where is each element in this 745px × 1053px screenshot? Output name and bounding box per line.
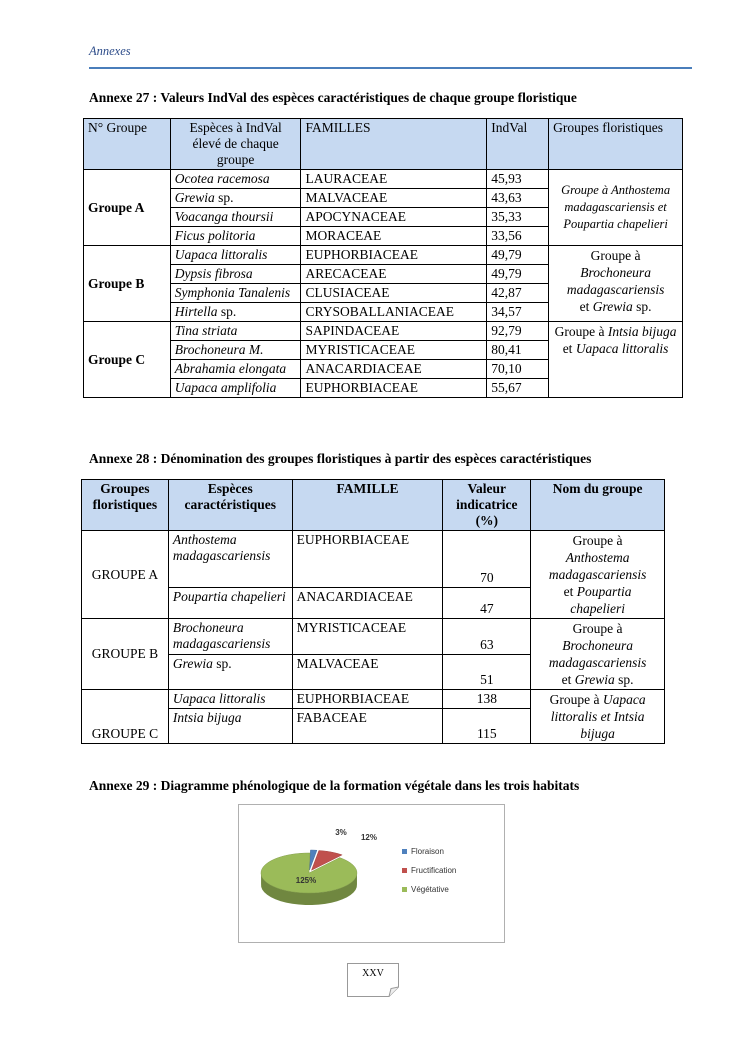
group-name-species: Uapaca littoralis et Intsia bijuga: [550, 692, 646, 741]
group-name-text: sp.: [618, 672, 634, 687]
page-number: XXV: [362, 968, 384, 979]
page-number-box: [347, 963, 399, 997]
indval-cell: 34,57: [487, 303, 549, 322]
running-head: Annexes: [89, 44, 131, 58]
family-cell: EUPHORBIACEAE: [292, 690, 443, 709]
family-cell: FABACEAE: [292, 709, 443, 744]
column-header: Espèces caractéristiques: [168, 480, 292, 531]
group-name-species: Intsia bijuga: [607, 324, 677, 339]
indval-cell: 42,87: [487, 284, 549, 303]
group-name-text: et: [561, 672, 572, 687]
annex27-caption: Annexe 27 : Valeurs IndVal des espèces caractéristiques de chaque groupe floristique: [89, 90, 577, 105]
species-cell: Poupartia chapelieri: [168, 588, 292, 619]
table-row: [84, 170, 683, 189]
indval-cell: 80,41: [487, 341, 549, 360]
table-row: [82, 690, 665, 709]
pie-data-label-1: 12%: [360, 833, 378, 842]
annex27-table: [83, 118, 683, 398]
group-name-species: Grewia: [574, 672, 615, 687]
group-name-cell: [549, 322, 683, 398]
table-row: [84, 246, 683, 265]
group-name-species: Brochoneura madagascariensis: [548, 638, 647, 670]
group-name-text: et: [562, 341, 573, 356]
species-cell: Ocotea racemosa: [170, 170, 301, 189]
group-label: Groupe A: [84, 170, 171, 246]
species-cell: Uapaca littoralis: [170, 246, 301, 265]
species-name: Grewia: [172, 656, 213, 671]
group-name-text: et: [563, 584, 574, 599]
column-header: Nom du groupe: [531, 480, 665, 531]
phenology-pie-chart: [238, 804, 505, 943]
indval-cell: 49,79: [487, 265, 549, 284]
value-cell: 63: [443, 619, 531, 655]
group-name-text: Groupe à: [572, 621, 623, 636]
species-cell: [170, 189, 301, 208]
column-header: Groupes floristiques: [82, 480, 169, 531]
group-name-text: sp.: [636, 299, 652, 314]
legend-item: [402, 880, 456, 899]
species-cell: Intsia bijuga: [168, 709, 292, 744]
value-cell: 115: [443, 709, 531, 744]
group-name-cell: [549, 246, 683, 322]
group-name-cell: [531, 619, 665, 690]
indval-cell: 92,79: [487, 322, 549, 341]
value-cell: 70: [443, 531, 531, 588]
species-name: Grewia: [174, 190, 215, 205]
group-label: Groupe B: [84, 246, 171, 322]
family-cell: SAPINDACEAE: [301, 322, 487, 341]
species-cell: Voacanga thoursii: [170, 208, 301, 227]
species-cell: Tina striata: [170, 322, 301, 341]
indval-cell: 33,56: [487, 227, 549, 246]
group-name-cell: [531, 531, 665, 619]
indval-cell: 45,93: [487, 170, 549, 189]
legend-item: [402, 861, 456, 880]
legend-swatch: [402, 868, 407, 873]
family-cell: EUPHORBIACEAE: [301, 379, 487, 398]
indval-cell: 49,79: [487, 246, 549, 265]
group-name-species: Brochoneura madagascariensis: [566, 265, 665, 297]
species-cell: Symphonia Tanalenis: [170, 284, 301, 303]
species-cell: Anthostema madagascariensis: [168, 531, 292, 588]
pie-data-label-0: 3%: [335, 828, 347, 837]
family-cell: EUPHORBIACEAE: [292, 531, 443, 588]
family-cell: LAURACEAE: [301, 170, 487, 189]
family-cell: EUPHORBIACEAE: [301, 246, 487, 265]
legend-swatch: [402, 887, 407, 892]
table-row: [84, 322, 683, 341]
legend-swatch: [402, 849, 407, 854]
value-cell: 138: [443, 690, 531, 709]
species-cell: Brochoneura M.: [170, 341, 301, 360]
group-name-species: Uapaca littoralis: [575, 341, 669, 356]
table-row: [82, 531, 665, 588]
legend-label: Floraison: [411, 847, 444, 856]
group-name-species: Grewia: [592, 299, 633, 314]
group-label: GROUPE A: [82, 531, 169, 619]
family-cell: MALVACEAE: [301, 189, 487, 208]
group-name-text: Groupe à: [572, 533, 623, 548]
species-name: Hirtella: [174, 304, 218, 319]
column-header: Groupes floristiques: [549, 119, 683, 170]
family-cell: ANACARDIACEAE: [292, 588, 443, 619]
chart-legend: [402, 842, 456, 899]
family-cell: MORACEAE: [301, 227, 487, 246]
species-suffix: sp.: [212, 656, 232, 671]
legend-label: Fructification: [411, 866, 457, 875]
species-cell: Dypsis fibrosa: [170, 265, 301, 284]
column-header: Valeur indicatrice (%): [443, 480, 531, 531]
annex29-caption: Annexe 29 : Diagramme phénologique de la formation végétale dans les trois habitats: [89, 778, 580, 793]
species-suffix: sp.: [217, 304, 237, 319]
legend-item: [402, 842, 456, 861]
indval-cell: 43,63: [487, 189, 549, 208]
group-name-species: Poupartia chapelieri: [570, 584, 632, 616]
column-header: FAMILLES: [301, 119, 487, 170]
group-label: GROUPE B: [82, 619, 169, 690]
family-cell: ARECACEAE: [301, 265, 487, 284]
annex28-caption: Annexe 28 : Dénomination des groupes floristiques à partir des espèces caractéristiques: [89, 451, 592, 466]
species-cell: Uapaca amplifolia: [170, 379, 301, 398]
family-cell: MYRISTICACEAE: [301, 341, 487, 360]
family-cell: ANACARDIACEAE: [301, 360, 487, 379]
species-cell: Ficus politoria: [170, 227, 301, 246]
pie-chart-svg: [239, 805, 504, 942]
indval-cell: 55,67: [487, 379, 549, 398]
family-cell: MYRISTICACEAE: [292, 619, 443, 655]
family-cell: APOCYNACEAE: [301, 208, 487, 227]
group-name-species: Anthostema madagascariensis: [548, 550, 647, 582]
header-rule: [89, 67, 692, 69]
group-name-cell: Groupe à Anthostema madagascariensis et Poupartia chapelieri: [549, 170, 683, 246]
species-suffix: sp.: [214, 190, 234, 205]
pie-data-label-2: 125%: [295, 876, 317, 885]
family-cell: MALVACEAE: [292, 655, 443, 690]
group-label: GROUPE C: [82, 690, 169, 744]
indval-cell: 70,10: [487, 360, 549, 379]
family-cell: CLUSIACEAE: [301, 284, 487, 303]
group-name-text: et: [579, 299, 590, 314]
species-cell: Abrahamia elongata: [170, 360, 301, 379]
column-header: Espèces à IndVal élevé de chaque groupe: [170, 119, 301, 170]
table-header-row: [82, 480, 665, 531]
group-name-text: Groupe à: [590, 248, 641, 263]
table-row: [82, 619, 665, 655]
family-cell: CRYSOBALLANIACEAE: [301, 303, 487, 322]
value-cell: 47: [443, 588, 531, 619]
species-cell: [168, 655, 292, 690]
column-header: N° Groupe: [84, 119, 171, 170]
table-header-row: [84, 119, 683, 170]
pie-slice-2: [261, 853, 357, 893]
column-header: FAMILLE: [292, 480, 443, 531]
group-label: Groupe C: [84, 322, 171, 398]
species-cell: Uapaca littoralis: [168, 690, 292, 709]
annex28-table: [81, 479, 665, 744]
value-cell: 51: [443, 655, 531, 690]
species-cell: Brochoneura madagascariensis: [168, 619, 292, 655]
column-header: IndVal: [487, 119, 549, 170]
group-name-text: Groupe à: [549, 692, 600, 707]
group-name-cell: [531, 690, 665, 744]
species-cell: [170, 303, 301, 322]
group-name-text: Groupe à: [554, 324, 605, 339]
indval-cell: 35,33: [487, 208, 549, 227]
legend-label: Végétative: [411, 885, 449, 894]
